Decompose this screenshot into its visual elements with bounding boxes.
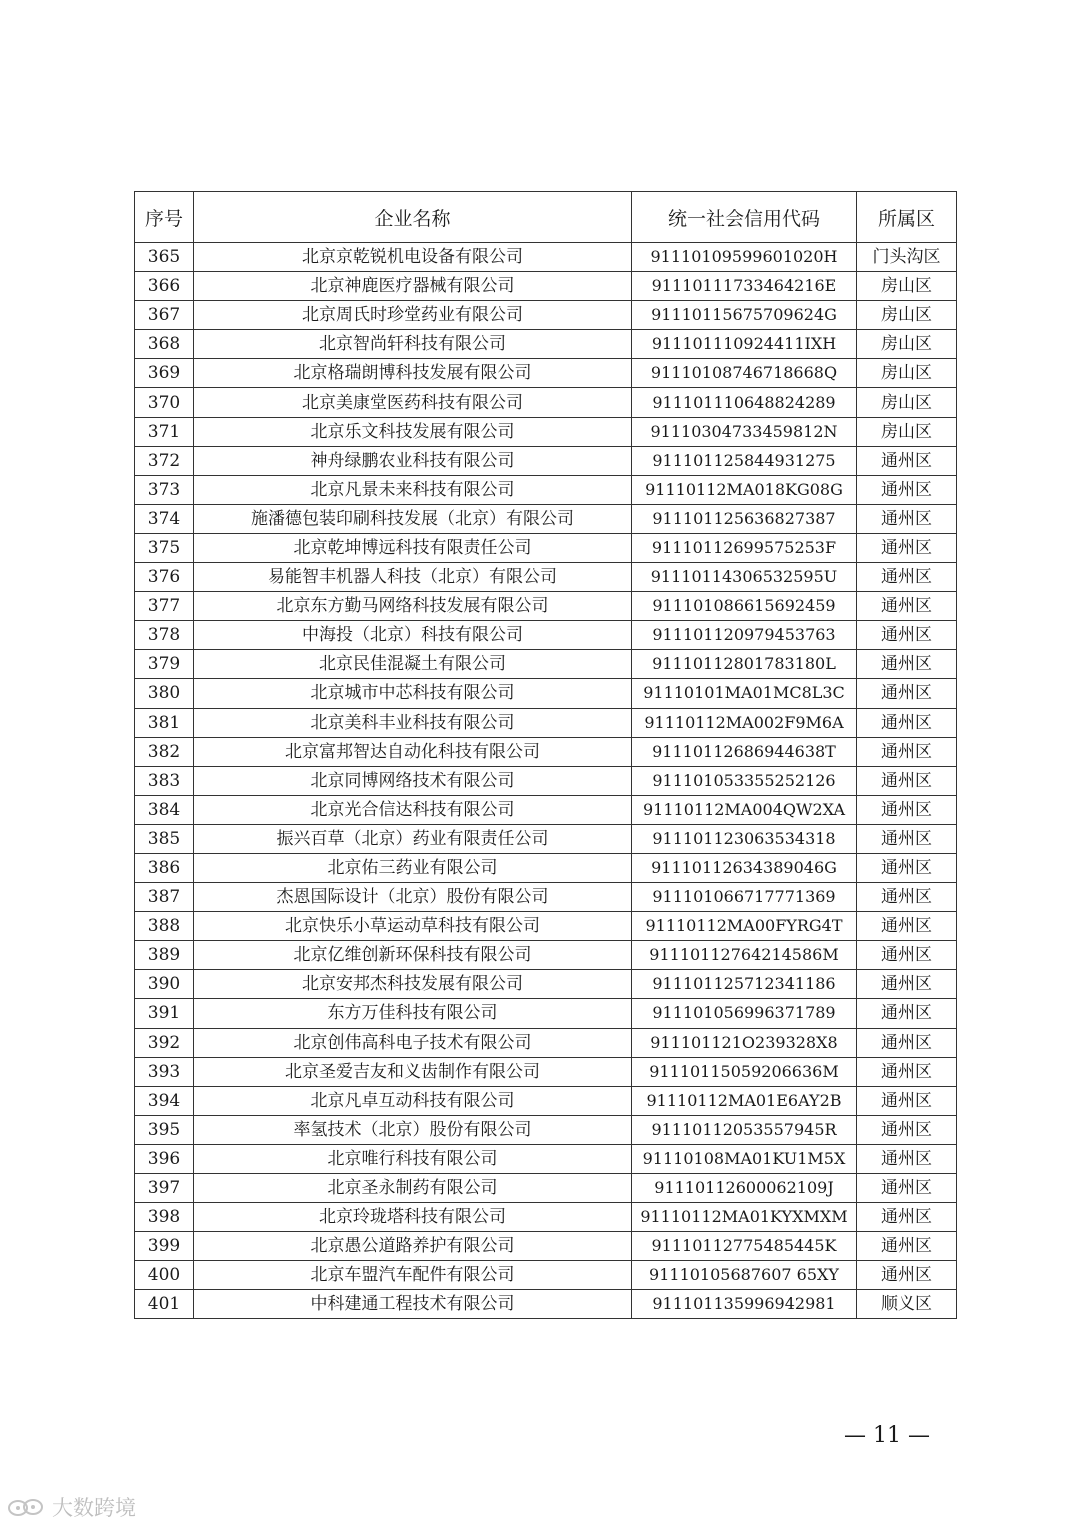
cell-district: 通州区 bbox=[857, 504, 957, 533]
table-body bbox=[135, 243, 957, 1319]
cell-index: 374 bbox=[135, 504, 194, 533]
cell-index: 379 bbox=[135, 650, 194, 679]
cell-company-name: 北京亿维创新环保科技有限公司 bbox=[194, 941, 632, 970]
cell-index: 382 bbox=[135, 737, 194, 766]
cell-index: 378 bbox=[135, 621, 194, 650]
table-row bbox=[135, 243, 957, 272]
cell-credit-code: 91110105687607 65XY bbox=[632, 1261, 857, 1290]
cell-credit-code: 911101066717771369 bbox=[632, 883, 857, 912]
cell-index: 384 bbox=[135, 795, 194, 824]
table-row bbox=[135, 1232, 957, 1261]
watermark bbox=[6, 1492, 136, 1522]
table-row bbox=[135, 708, 957, 737]
cell-credit-code: 911101125636827387 bbox=[632, 504, 857, 533]
cell-credit-code: 91110115059206636M bbox=[632, 1057, 857, 1086]
cell-index: 365 bbox=[135, 243, 194, 272]
cell-index: 376 bbox=[135, 563, 194, 592]
table-row bbox=[135, 883, 957, 912]
cell-index: 375 bbox=[135, 533, 194, 562]
cell-district: 通州区 bbox=[857, 853, 957, 882]
header-credit-code: 统一社会信用代码 bbox=[632, 192, 857, 243]
table-row bbox=[135, 1261, 957, 1290]
cell-district: 门头沟区 bbox=[857, 243, 957, 272]
cell-company-name: 中科建通工程技术有限公司 bbox=[194, 1290, 632, 1319]
table-row bbox=[135, 679, 957, 708]
cell-company-name: 北京车盟汽车配件有限公司 bbox=[194, 1261, 632, 1290]
cell-index: 396 bbox=[135, 1144, 194, 1173]
cell-index: 387 bbox=[135, 883, 194, 912]
cell-company-name: 北京京乾锐机电设备有限公司 bbox=[194, 243, 632, 272]
cell-district: 通州区 bbox=[857, 970, 957, 999]
table-row bbox=[135, 330, 957, 359]
cell-index: 395 bbox=[135, 1115, 194, 1144]
cell-index: 400 bbox=[135, 1261, 194, 1290]
cell-company-name: 北京民佳混凝土有限公司 bbox=[194, 650, 632, 679]
cell-index: 371 bbox=[135, 417, 194, 446]
cell-credit-code: 911101125712341186 bbox=[632, 970, 857, 999]
cell-company-name: 北京东方勤马网络科技发展有限公司 bbox=[194, 592, 632, 621]
cell-district: 通州区 bbox=[857, 475, 957, 504]
cell-company-name: 中海投（北京）科技有限公司 bbox=[194, 621, 632, 650]
company-table-container bbox=[134, 191, 956, 1319]
cell-company-name: 北京美康堂医药科技有限公司 bbox=[194, 388, 632, 417]
cell-company-name: 北京智尚轩科技有限公司 bbox=[194, 330, 632, 359]
cell-index: 399 bbox=[135, 1232, 194, 1261]
cell-company-name: 北京同博网络技术有限公司 bbox=[194, 766, 632, 795]
cell-credit-code: 91110108746718668Q bbox=[632, 359, 857, 388]
cell-index: 390 bbox=[135, 970, 194, 999]
cell-company-name: 北京乾坤博远科技有限责任公司 bbox=[194, 533, 632, 562]
cell-index: 373 bbox=[135, 475, 194, 504]
table-row bbox=[135, 999, 957, 1028]
cell-company-name: 北京创伟高科电子技术有限公司 bbox=[194, 1028, 632, 1057]
cell-company-name: 北京唯行科技有限公司 bbox=[194, 1144, 632, 1173]
cell-company-name: 神舟绿鹏农业科技有限公司 bbox=[194, 446, 632, 475]
cell-credit-code: 911101056996371789 bbox=[632, 999, 857, 1028]
cell-district: 房山区 bbox=[857, 359, 957, 388]
cell-index: 386 bbox=[135, 853, 194, 882]
cell-district: 通州区 bbox=[857, 883, 957, 912]
cell-index: 397 bbox=[135, 1174, 194, 1203]
cell-district: 通州区 bbox=[857, 1261, 957, 1290]
table-row bbox=[135, 650, 957, 679]
cell-company-name: 北京安邦杰科技发展有限公司 bbox=[194, 970, 632, 999]
watermark-text: 大数跨境 bbox=[52, 1496, 136, 1520]
cell-credit-code: 911101121O239328X8 bbox=[632, 1028, 857, 1057]
cell-credit-code: 911101110648824289 bbox=[632, 388, 857, 417]
cell-index: 383 bbox=[135, 766, 194, 795]
cell-district: 房山区 bbox=[857, 417, 957, 446]
cell-index: 392 bbox=[135, 1028, 194, 1057]
cell-credit-code: 91110112MA018KG08G bbox=[632, 475, 857, 504]
cell-company-name: 北京凡景未来科技有限公司 bbox=[194, 475, 632, 504]
table-row bbox=[135, 533, 957, 562]
table-row bbox=[135, 1174, 957, 1203]
cell-credit-code: 911101125844931275 bbox=[632, 446, 857, 475]
cell-credit-code: 91110109599601020H bbox=[632, 243, 857, 272]
table-row bbox=[135, 1057, 957, 1086]
cell-credit-code: 91110112775485445K bbox=[632, 1232, 857, 1261]
cell-company-name: 北京乐文科技发展有限公司 bbox=[194, 417, 632, 446]
watermark-logo-icon bbox=[6, 1496, 46, 1518]
cell-district: 顺义区 bbox=[857, 1290, 957, 1319]
cell-credit-code: 911101086615692459 bbox=[632, 592, 857, 621]
company-table bbox=[134, 191, 957, 1319]
cell-credit-code: 91110112MA01E6AY2B bbox=[632, 1086, 857, 1115]
cell-district: 通州区 bbox=[857, 533, 957, 562]
table-row bbox=[135, 621, 957, 650]
cell-company-name: 北京圣永制药有限公司 bbox=[194, 1174, 632, 1203]
cell-credit-code: 91110112MA00FYRG4T bbox=[632, 912, 857, 941]
cell-credit-code: 911101135996942981 bbox=[632, 1290, 857, 1319]
cell-district: 通州区 bbox=[857, 650, 957, 679]
cell-company-name: 北京光合信达科技有限公司 bbox=[194, 795, 632, 824]
header-district: 所属区 bbox=[857, 192, 957, 243]
cell-index: 391 bbox=[135, 999, 194, 1028]
table-row bbox=[135, 417, 957, 446]
cell-credit-code: 91110112600062109J bbox=[632, 1174, 857, 1203]
table-header-row bbox=[135, 192, 957, 243]
table-row bbox=[135, 1115, 957, 1144]
cell-index: 394 bbox=[135, 1086, 194, 1115]
cell-company-name: 东方万佳科技有限公司 bbox=[194, 999, 632, 1028]
table-row bbox=[135, 563, 957, 592]
cell-district: 通州区 bbox=[857, 1174, 957, 1203]
cell-district: 通州区 bbox=[857, 563, 957, 592]
cell-company-name: 北京凡卓互动科技有限公司 bbox=[194, 1086, 632, 1115]
table-row bbox=[135, 970, 957, 999]
cell-district: 通州区 bbox=[857, 912, 957, 941]
cell-credit-code: 91110304733459812N bbox=[632, 417, 857, 446]
header-index: 序号 bbox=[135, 192, 194, 243]
cell-credit-code: 911101120979453763 bbox=[632, 621, 857, 650]
cell-index: 388 bbox=[135, 912, 194, 941]
cell-district: 房山区 bbox=[857, 330, 957, 359]
cell-company-name: 施潘德包装印刷科技发展（北京）有限公司 bbox=[194, 504, 632, 533]
table-row bbox=[135, 1086, 957, 1115]
cell-district: 房山区 bbox=[857, 301, 957, 330]
cell-company-name: 北京美科丰业科技有限公司 bbox=[194, 708, 632, 737]
table-row bbox=[135, 272, 957, 301]
cell-index: 389 bbox=[135, 941, 194, 970]
table-row bbox=[135, 592, 957, 621]
table-row bbox=[135, 359, 957, 388]
cell-company-name: 北京玲珑塔科技有限公司 bbox=[194, 1203, 632, 1232]
cell-district: 通州区 bbox=[857, 1057, 957, 1086]
cell-district: 房山区 bbox=[857, 272, 957, 301]
table-row bbox=[135, 795, 957, 824]
cell-district: 通州区 bbox=[857, 1232, 957, 1261]
cell-credit-code: 91110112MA004QW2XA bbox=[632, 795, 857, 824]
cell-index: 380 bbox=[135, 679, 194, 708]
cell-district: 通州区 bbox=[857, 621, 957, 650]
cell-index: 377 bbox=[135, 592, 194, 621]
cell-company-name: 北京周氏时珍堂药业有限公司 bbox=[194, 301, 632, 330]
table-row bbox=[135, 737, 957, 766]
table-row bbox=[135, 301, 957, 330]
cell-credit-code: 91110115675709624G bbox=[632, 301, 857, 330]
cell-index: 398 bbox=[135, 1203, 194, 1232]
cell-index: 369 bbox=[135, 359, 194, 388]
cell-company-name: 北京城市中芯科技有限公司 bbox=[194, 679, 632, 708]
cell-credit-code: 91110112053557945R bbox=[632, 1115, 857, 1144]
cell-credit-code: 91110108MA01KU1M5X bbox=[632, 1144, 857, 1173]
cell-company-name: 北京格瑞朗博科技发展有限公司 bbox=[194, 359, 632, 388]
cell-company-name: 杰恩国际设计（北京）股份有限公司 bbox=[194, 883, 632, 912]
cell-district: 通州区 bbox=[857, 1144, 957, 1173]
cell-credit-code: 91110101MA01MC8L3C bbox=[632, 679, 857, 708]
cell-district: 通州区 bbox=[857, 766, 957, 795]
cell-index: 401 bbox=[135, 1290, 194, 1319]
cell-company-name: 北京神鹿医疗器械有限公司 bbox=[194, 272, 632, 301]
cell-credit-code: 911101053355252126 bbox=[632, 766, 857, 795]
table-row bbox=[135, 766, 957, 795]
cell-index: 370 bbox=[135, 388, 194, 417]
cell-credit-code: 91110112699575253F bbox=[632, 533, 857, 562]
cell-credit-code: 91110112MA002F9M6A bbox=[632, 708, 857, 737]
cell-credit-code: 91110112MA01KYXMXM bbox=[632, 1203, 857, 1232]
page-number: — 11 — bbox=[844, 1423, 930, 1448]
cell-district: 通州区 bbox=[857, 592, 957, 621]
table-row bbox=[135, 446, 957, 475]
cell-index: 385 bbox=[135, 824, 194, 853]
cell-credit-code: 911101110924411IXH bbox=[632, 330, 857, 359]
cell-district: 通州区 bbox=[857, 999, 957, 1028]
cell-company-name: 易能智丰机器人科技（北京）有限公司 bbox=[194, 563, 632, 592]
table-row bbox=[135, 824, 957, 853]
cell-district: 通州区 bbox=[857, 795, 957, 824]
table-row bbox=[135, 912, 957, 941]
cell-district: 通州区 bbox=[857, 1115, 957, 1144]
cell-credit-code: 911101123063534318 bbox=[632, 824, 857, 853]
cell-index: 368 bbox=[135, 330, 194, 359]
cell-credit-code: 91110114306532595U bbox=[632, 563, 857, 592]
cell-credit-code: 91110111733464216E bbox=[632, 272, 857, 301]
cell-district: 通州区 bbox=[857, 446, 957, 475]
table-row bbox=[135, 1290, 957, 1319]
cell-company-name: 北京快乐小草运动草科技有限公司 bbox=[194, 912, 632, 941]
table-row bbox=[135, 1203, 957, 1232]
cell-district: 通州区 bbox=[857, 708, 957, 737]
cell-district: 通州区 bbox=[857, 941, 957, 970]
cell-company-name: 振兴百草（北京）药业有限责任公司 bbox=[194, 824, 632, 853]
cell-index: 366 bbox=[135, 272, 194, 301]
cell-index: 367 bbox=[135, 301, 194, 330]
cell-district: 房山区 bbox=[857, 388, 957, 417]
table-row bbox=[135, 388, 957, 417]
cell-index: 372 bbox=[135, 446, 194, 475]
cell-credit-code: 91110112801783180L bbox=[632, 650, 857, 679]
table-row bbox=[135, 504, 957, 533]
cell-company-name: 北京富邦智达自动化科技有限公司 bbox=[194, 737, 632, 766]
cell-district: 通州区 bbox=[857, 824, 957, 853]
cell-district: 通州区 bbox=[857, 1028, 957, 1057]
cell-index: 393 bbox=[135, 1057, 194, 1086]
table-row bbox=[135, 475, 957, 504]
table-row bbox=[135, 1144, 957, 1173]
cell-index: 381 bbox=[135, 708, 194, 737]
cell-company-name: 率氢技术（北京）股份有限公司 bbox=[194, 1115, 632, 1144]
header-company-name: 企业名称 bbox=[194, 192, 632, 243]
cell-district: 通州区 bbox=[857, 1086, 957, 1115]
table-row bbox=[135, 853, 957, 882]
cell-credit-code: 91110112764214586M bbox=[632, 941, 857, 970]
cell-company-name: 北京圣爱吉友和义齿制作有限公司 bbox=[194, 1057, 632, 1086]
cell-credit-code: 91110112634389046G bbox=[632, 853, 857, 882]
cell-company-name: 北京愚公道路养护有限公司 bbox=[194, 1232, 632, 1261]
table-row bbox=[135, 941, 957, 970]
table-row bbox=[135, 1028, 957, 1057]
cell-company-name: 北京佑三药业有限公司 bbox=[194, 853, 632, 882]
cell-credit-code: 91110112686944638T bbox=[632, 737, 857, 766]
cell-district: 通州区 bbox=[857, 737, 957, 766]
cell-district: 通州区 bbox=[857, 1203, 957, 1232]
cell-district: 通州区 bbox=[857, 679, 957, 708]
